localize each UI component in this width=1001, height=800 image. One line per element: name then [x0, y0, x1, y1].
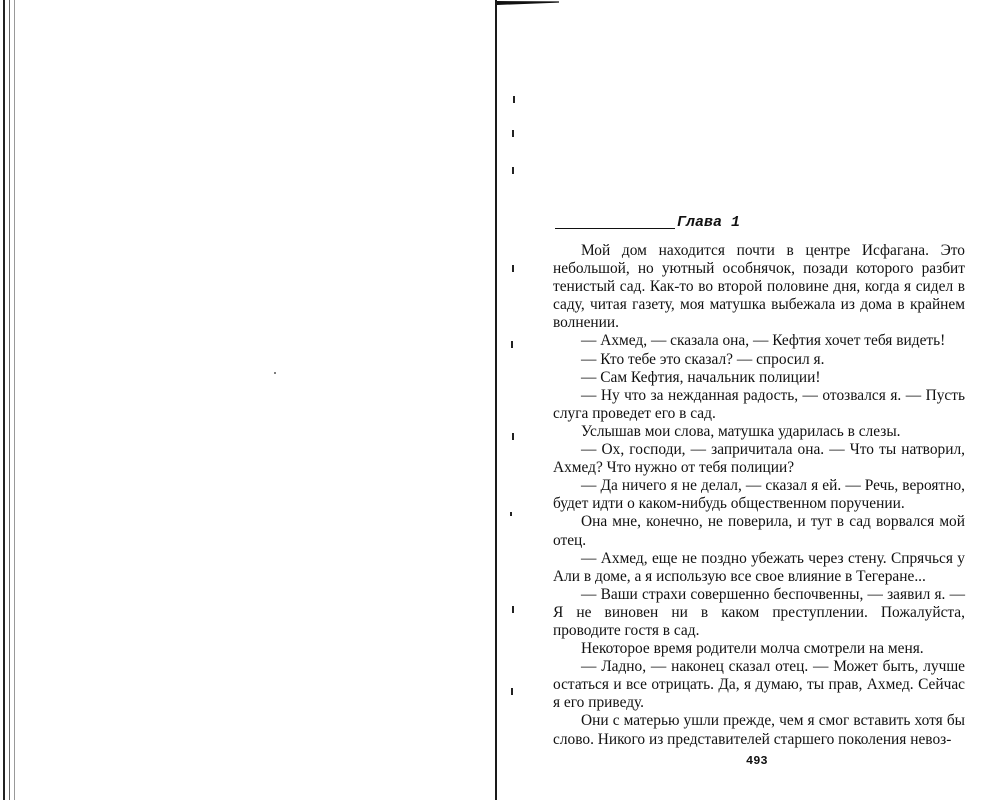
paragraph: — Ваши страхи совершенно беспочвенны, — заявил я. — Я не виновен ни в каком преступлении. Пожалуйста, проводите гостя в сад.: [553, 585, 965, 639]
paragraph: Некоторое время родители молча смотрели на меня.: [581, 640, 924, 658]
left-edge-shadow-2: [9, 0, 10, 800]
spine-line: [495, 0, 497, 800]
page-number: 493: [746, 754, 768, 768]
paragraph: Мой дом находится почти в центре Исфагана. Это небольшой, но уютный особнячок, позади которого разбит тенистый сад. Как-то во второй половине дня, когда я сидел в саду, читая газету, моя матушка выбежала из дома в крайнем волнении.: [553, 242, 965, 332]
paragraph: — Ладно, — наконец сказал отец. — Может быть, лучше остаться и все отрицать. Да, я думаю, ты прав, Ахмед. Сейчас я его приведу.: [553, 658, 965, 712]
chapter-title: Глава 1: [677, 214, 741, 231]
paragraph: — Ох, господи, — запричитала она. — Что ты натворил, Ахмед? Что нужно от тебя полиции?: [553, 441, 965, 477]
paragraph: — Кто тебе это сказал? — спросил я.: [581, 350, 825, 368]
paragraph: — Ахмед, еще не поздно убежать через стену. Спрячься у Али в доме, а я использую все свое влияние в Тегеране...: [553, 549, 965, 585]
paragraph: — Ахмед, — сказала она, — Кефтия хочет тебя видеть!: [581, 332, 946, 350]
paragraph: Услышав мои слова, матушка ударилась в слезы.: [581, 422, 901, 440]
paragraph: — Ну что за нежданная радость, — отозвался я. — Пусть слуга проведет его в сад.: [553, 386, 965, 422]
left-edge-shadow: [3, 0, 5, 800]
chapter-rule: [555, 228, 675, 229]
body-text: [553, 242, 965, 749]
paragraph: — Сам Кефтия, начальник полиции!: [581, 368, 821, 386]
paragraph: Они с матерью ушли прежде, чем я смог вставить хотя бы слово. Никого из представителей старшего поколения невоз-: [553, 712, 965, 748]
right-page: [500, 0, 1001, 800]
left-page-blank: [0, 0, 500, 800]
paragraph: — Да ничего я не делал, — сказал я ей. — Речь, вероятно, будет идти о каком-нибудь общественном поручении.: [553, 477, 965, 513]
paragraph: Она мне, конечно, не поверила, и тут в сад ворвался мой отец.: [553, 513, 965, 549]
scan-speck: [274, 372, 276, 374]
chapter-heading: [555, 214, 740, 232]
left-edge-shadow-3: [14, 0, 15, 800]
